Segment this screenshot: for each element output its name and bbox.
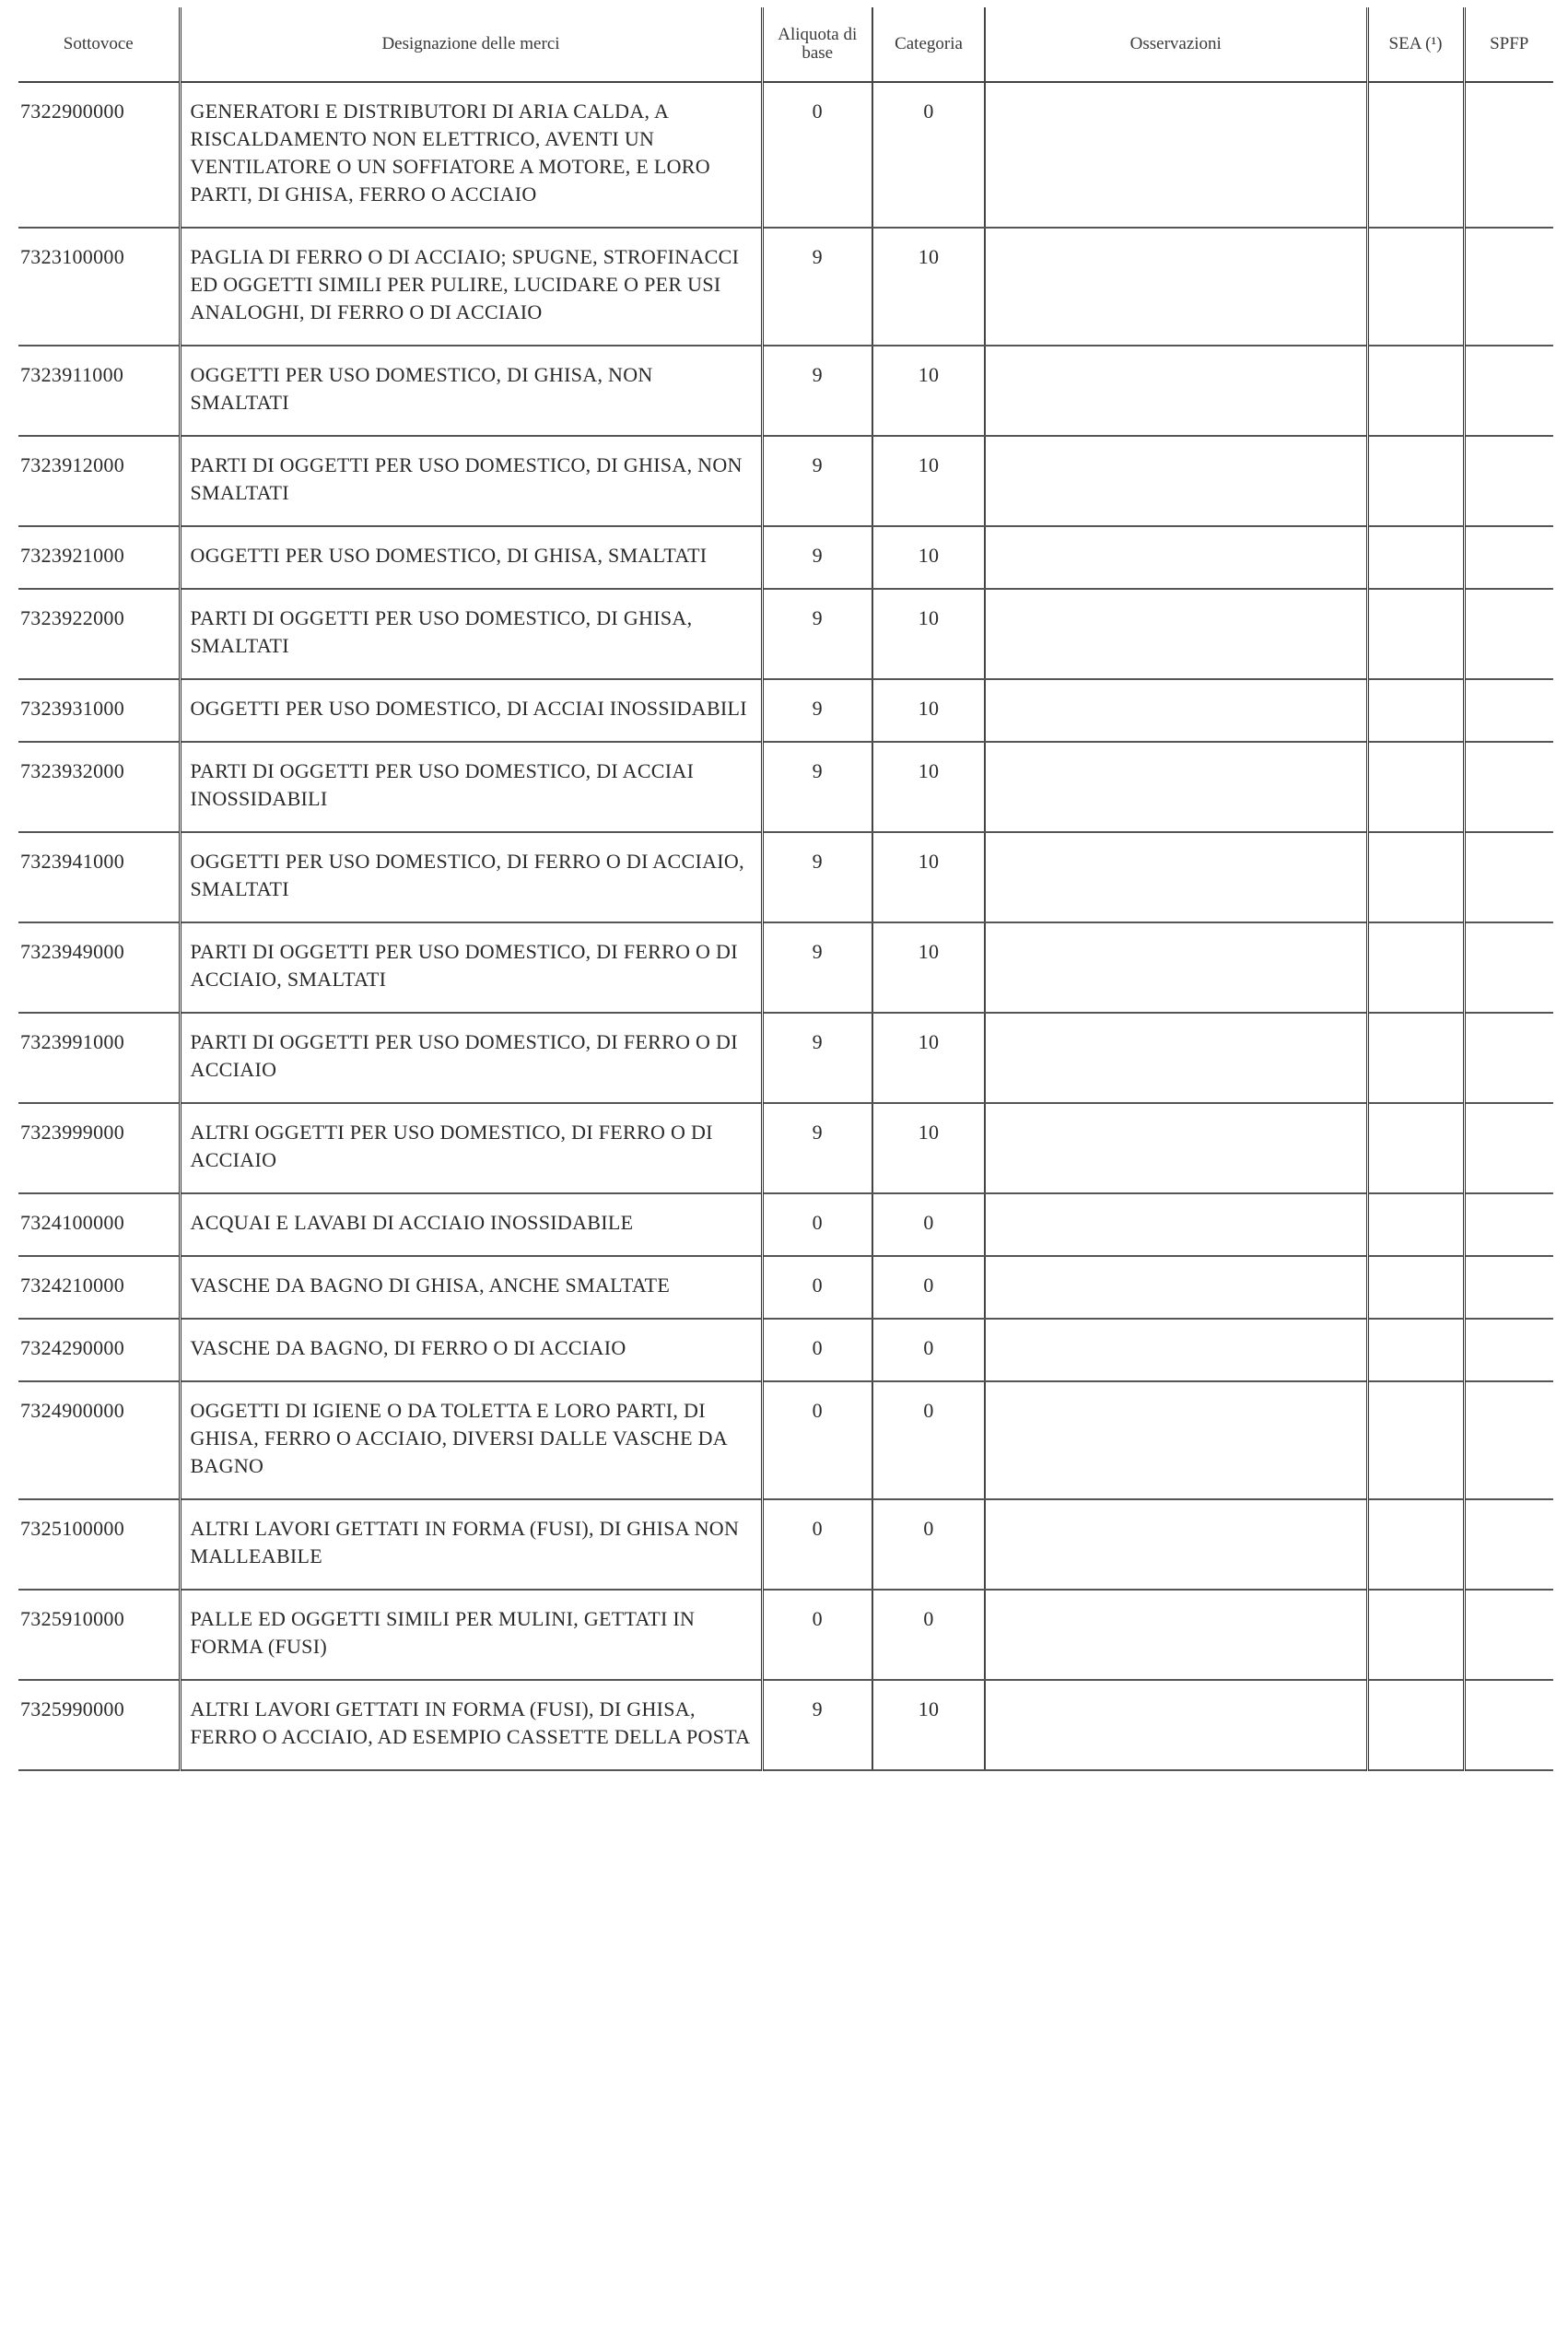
cell-categoria: 10: [872, 832, 985, 922]
table-row: [18, 346, 1553, 436]
cell-sea: [1367, 526, 1464, 589]
header-categoria: Categoria: [872, 7, 985, 82]
table-row: [18, 1499, 1553, 1590]
cell-osservazioni: [985, 589, 1367, 679]
cell-spfp: [1464, 1590, 1553, 1680]
cell-designazione: OGGETTI PER USO DOMESTICO, DI GHISA, SMALTATI: [180, 526, 762, 589]
table-row: [18, 82, 1553, 228]
cell-aliquota: 9: [762, 1680, 872, 1770]
cell-osservazioni: [985, 1193, 1367, 1256]
table-row: [18, 1013, 1553, 1103]
cell-categoria: 10: [872, 589, 985, 679]
cell-osservazioni: [985, 82, 1367, 228]
cell-designazione: ALTRI LAVORI GETTATI IN FORMA (FUSI), DI GHISA NON MALLEABILE: [180, 1499, 762, 1590]
cell-categoria: 0: [872, 1381, 985, 1499]
cell-spfp: [1464, 679, 1553, 742]
table-row: [18, 589, 1553, 679]
header-aliquota: Aliquota di base: [762, 7, 872, 82]
table-row: [18, 1680, 1553, 1770]
cell-sea: [1367, 922, 1464, 1013]
cell-categoria: 10: [872, 228, 985, 346]
cell-categoria: 10: [872, 526, 985, 589]
cell-sottovoce: 7325910000: [18, 1590, 180, 1680]
cell-sottovoce: 7323911000: [18, 346, 180, 436]
cell-osservazioni: [985, 832, 1367, 922]
cell-osservazioni: [985, 1680, 1367, 1770]
cell-spfp: [1464, 1680, 1553, 1770]
cell-osservazioni: [985, 1590, 1367, 1680]
cell-sottovoce: 7323912000: [18, 436, 180, 526]
cell-aliquota: 0: [762, 1256, 872, 1319]
cell-sottovoce: 7324210000: [18, 1256, 180, 1319]
cell-osservazioni: [985, 742, 1367, 832]
table-row: [18, 832, 1553, 922]
cell-designazione: PAGLIA DI FERRO O DI ACCIAIO; SPUGNE, STROFINACCI ED OGGETTI SIMILI PER PULIRE, LUCIDARE O PER USI ANALOGHI, DI FERRO O DI ACCIAIO: [180, 228, 762, 346]
cell-spfp: [1464, 742, 1553, 832]
cell-osservazioni: [985, 1319, 1367, 1381]
cell-spfp: [1464, 228, 1553, 346]
cell-sea: [1367, 1499, 1464, 1590]
cell-designazione: OGGETTI PER USO DOMESTICO, DI ACCIAI INOSSIDABILI: [180, 679, 762, 742]
cell-spfp: [1464, 832, 1553, 922]
cell-categoria: 0: [872, 1590, 985, 1680]
cell-sea: [1367, 1013, 1464, 1103]
cell-spfp: [1464, 1256, 1553, 1319]
cell-sea: [1367, 1680, 1464, 1770]
cell-aliquota: 0: [762, 1381, 872, 1499]
cell-spfp: [1464, 1103, 1553, 1193]
header-spfp: SPFP: [1464, 7, 1553, 82]
cell-categoria: 10: [872, 1013, 985, 1103]
cell-aliquota: 0: [762, 1319, 872, 1381]
cell-aliquota: 9: [762, 679, 872, 742]
cell-sea: [1367, 1193, 1464, 1256]
table-row: [18, 1256, 1553, 1319]
cell-designazione: PALLE ED OGGETTI SIMILI PER MULINI, GETTATI IN FORMA (FUSI): [180, 1590, 762, 1680]
table-row: [18, 1319, 1553, 1381]
cell-designazione: OGGETTI PER USO DOMESTICO, DI FERRO O DI ACCIAIO, SMALTATI: [180, 832, 762, 922]
cell-sottovoce: 7323999000: [18, 1103, 180, 1193]
cell-designazione: ALTRI OGGETTI PER USO DOMESTICO, DI FERRO O DI ACCIAIO: [180, 1103, 762, 1193]
cell-sottovoce: 7324100000: [18, 1193, 180, 1256]
cell-categoria: 10: [872, 436, 985, 526]
cell-aliquota: 9: [762, 436, 872, 526]
cell-spfp: [1464, 1319, 1553, 1381]
cell-sottovoce: 7323921000: [18, 526, 180, 589]
cell-aliquota: 9: [762, 228, 872, 346]
cell-sottovoce: 7323932000: [18, 742, 180, 832]
cell-sottovoce: 7323991000: [18, 1013, 180, 1103]
cell-designazione: GENERATORI E DISTRIBUTORI DI ARIA CALDA, A RISCALDAMENTO NON ELETTRICO, AVENTI UN VENTILATORE O UN SOFFIATORE A MOTORE, E LORO PARTI, DI GHISA, FERRO O ACCIAIO: [180, 82, 762, 228]
cell-aliquota: 9: [762, 589, 872, 679]
cell-aliquota: 0: [762, 1193, 872, 1256]
cell-categoria: 10: [872, 679, 985, 742]
cell-aliquota: 0: [762, 82, 872, 228]
cell-osservazioni: [985, 1381, 1367, 1499]
cell-sottovoce: 7324900000: [18, 1381, 180, 1499]
table-row: [18, 526, 1553, 589]
cell-sottovoce: 7325100000: [18, 1499, 180, 1590]
cell-designazione: OGGETTI DI IGIENE O DA TOLETTA E LORO PARTI, DI GHISA, FERRO O ACCIAIO, DIVERSI DALLE VASCHE DA BAGNO: [180, 1381, 762, 1499]
cell-categoria: 10: [872, 742, 985, 832]
header-designazione: Designazione delle merci: [180, 7, 762, 82]
cell-aliquota: 9: [762, 922, 872, 1013]
cell-osservazioni: [985, 1103, 1367, 1193]
header-row: [18, 7, 1553, 82]
table-row: [18, 679, 1553, 742]
cell-osservazioni: [985, 228, 1367, 346]
table-row: [18, 1381, 1553, 1499]
cell-sea: [1367, 82, 1464, 228]
cell-aliquota: 9: [762, 1013, 872, 1103]
cell-sea: [1367, 742, 1464, 832]
table-row: [18, 1193, 1553, 1256]
cell-sea: [1367, 1590, 1464, 1680]
cell-categoria: 0: [872, 1193, 985, 1256]
table-row: [18, 228, 1553, 346]
cell-categoria: 0: [872, 1319, 985, 1381]
cell-sea: [1367, 346, 1464, 436]
cell-aliquota: 9: [762, 526, 872, 589]
cell-designazione: PARTI DI OGGETTI PER USO DOMESTICO, DI FERRO O DI ACCIAIO, SMALTATI: [180, 922, 762, 1013]
cell-categoria: 10: [872, 1680, 985, 1770]
cell-designazione: OGGETTI PER USO DOMESTICO, DI GHISA, NON SMALTATI: [180, 346, 762, 436]
tariff-table: [18, 7, 1553, 1771]
cell-spfp: [1464, 922, 1553, 1013]
cell-sea: [1367, 832, 1464, 922]
cell-sea: [1367, 1381, 1464, 1499]
cell-spfp: [1464, 1499, 1553, 1590]
cell-sea: [1367, 1256, 1464, 1319]
table-body: [18, 82, 1553, 1770]
cell-sottovoce: 7322900000: [18, 82, 180, 228]
cell-categoria: 10: [872, 922, 985, 1013]
cell-designazione: VASCHE DA BAGNO DI GHISA, ANCHE SMALTATE: [180, 1256, 762, 1319]
header-sottovoce: Sottovoce: [18, 7, 180, 82]
cell-spfp: [1464, 526, 1553, 589]
cell-osservazioni: [985, 1256, 1367, 1319]
cell-designazione: PARTI DI OGGETTI PER USO DOMESTICO, DI ACCIAI INOSSIDABILI: [180, 742, 762, 832]
cell-categoria: 0: [872, 1499, 985, 1590]
cell-aliquota: 9: [762, 832, 872, 922]
cell-sottovoce: 7323922000: [18, 589, 180, 679]
cell-spfp: [1464, 346, 1553, 436]
cell-sea: [1367, 1103, 1464, 1193]
cell-designazione: PARTI DI OGGETTI PER USO DOMESTICO, DI GHISA, NON SMALTATI: [180, 436, 762, 526]
cell-osservazioni: [985, 526, 1367, 589]
cell-sea: [1367, 679, 1464, 742]
header-osservazioni: Osservazioni: [985, 7, 1367, 82]
cell-sottovoce: 7325990000: [18, 1680, 180, 1770]
cell-sottovoce: 7323100000: [18, 228, 180, 346]
cell-sottovoce: 7323931000: [18, 679, 180, 742]
cell-sea: [1367, 589, 1464, 679]
cell-designazione: PARTI DI OGGETTI PER USO DOMESTICO, DI GHISA, SMALTATI: [180, 589, 762, 679]
header-sea: SEA (¹): [1367, 7, 1464, 82]
cell-spfp: [1464, 1193, 1553, 1256]
cell-spfp: [1464, 1381, 1553, 1499]
cell-sottovoce: 7323941000: [18, 832, 180, 922]
cell-categoria: 0: [872, 1256, 985, 1319]
cell-aliquota: 0: [762, 1590, 872, 1680]
table-row: [18, 922, 1553, 1013]
cell-spfp: [1464, 82, 1553, 228]
cell-sea: [1367, 436, 1464, 526]
cell-designazione: ALTRI LAVORI GETTATI IN FORMA (FUSI), DI GHISA, FERRO O ACCIAIO, AD ESEMPIO CASSETTE DELLA POSTA: [180, 1680, 762, 1770]
table-row: [18, 1590, 1553, 1680]
cell-aliquota: 9: [762, 742, 872, 832]
cell-sea: [1367, 1319, 1464, 1381]
cell-osservazioni: [985, 679, 1367, 742]
cell-aliquota: 0: [762, 1499, 872, 1590]
cell-categoria: 0: [872, 82, 985, 228]
table-row: [18, 742, 1553, 832]
cell-sottovoce: 7324290000: [18, 1319, 180, 1381]
table-row: [18, 1103, 1553, 1193]
cell-aliquota: 9: [762, 1103, 872, 1193]
cell-sea: [1367, 228, 1464, 346]
cell-designazione: PARTI DI OGGETTI PER USO DOMESTICO, DI FERRO O DI ACCIAIO: [180, 1013, 762, 1103]
cell-aliquota: 9: [762, 346, 872, 436]
cell-osservazioni: [985, 436, 1367, 526]
cell-osservazioni: [985, 1499, 1367, 1590]
cell-osservazioni: [985, 1013, 1367, 1103]
table-row: [18, 436, 1553, 526]
cell-sottovoce: 7323949000: [18, 922, 180, 1013]
cell-categoria: 10: [872, 346, 985, 436]
cell-spfp: [1464, 436, 1553, 526]
cell-spfp: [1464, 589, 1553, 679]
cell-designazione: VASCHE DA BAGNO, DI FERRO O DI ACCIAIO: [180, 1319, 762, 1381]
cell-osservazioni: [985, 922, 1367, 1013]
cell-osservazioni: [985, 346, 1367, 436]
cell-categoria: 10: [872, 1103, 985, 1193]
cell-spfp: [1464, 1013, 1553, 1103]
cell-designazione: ACQUAI E LAVABI DI ACCIAIO INOSSIDABILE: [180, 1193, 762, 1256]
